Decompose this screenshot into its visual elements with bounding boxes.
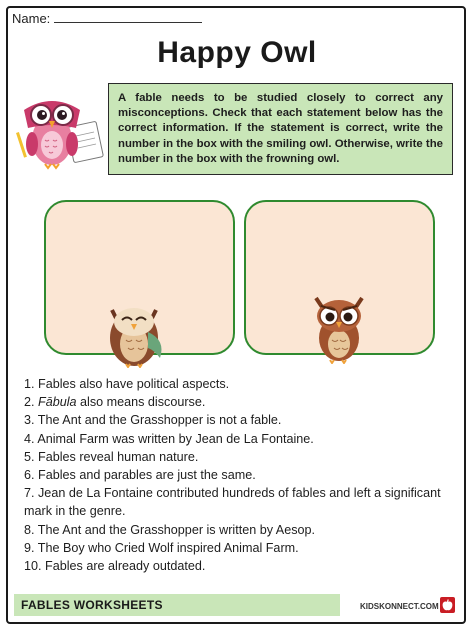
statement-item: 10. Fables are already outdated.: [24, 559, 206, 574]
statement-item: 2. Fābula also means discourse.: [24, 395, 206, 410]
name-field[interactable]: [54, 10, 202, 23]
statement-item: 1. Fables also have political aspects.: [24, 377, 230, 391]
frowning-owl-icon: [308, 292, 370, 364]
brand-name[interactable]: KIDSKONNECT.COM: [360, 602, 439, 611]
statement-item: 8. The Ant and the Grasshopper is written by Aesop.: [24, 522, 316, 537]
statement-item: 4. Animal Farm was written by Jean de La Fontaine.: [24, 431, 314, 446]
name-row: [12, 10, 202, 26]
page-title: Happy Owl: [157, 36, 317, 69]
statement-item: 3. The Ant and the Grasshopper is not a fable.: [24, 413, 282, 428]
statement-item: 5. Fables reveal human nature.: [24, 449, 199, 464]
apple-icon: [440, 597, 455, 613]
smiling-owl-icon: [104, 296, 170, 368]
owl-with-pencil-icon: [14, 88, 106, 170]
statement-item: 9. The Boy who Cried Wolf inspired Animal Farm.: [24, 540, 299, 555]
name-label: Name:: [12, 11, 51, 26]
footer: [14, 594, 458, 618]
statement-item: 7. Jean de La Fontaine contributed hundreds of fables and left a significant mark in the genre.: [24, 486, 441, 519]
statement-list: [24, 375, 454, 575]
footer-title: FABLES WORKSHEETS: [21, 598, 163, 612]
instructions-panel: A fable needs to be studied closely to correct any misconceptions. Check that each statement below has the correct information. If the statement is correct, write the number in the box with the smiling owl. Otherwise, write the number in the box with the frowning owl.: [108, 83, 453, 175]
statement-item: 6. Fables and parables are just the same.: [24, 468, 256, 483]
